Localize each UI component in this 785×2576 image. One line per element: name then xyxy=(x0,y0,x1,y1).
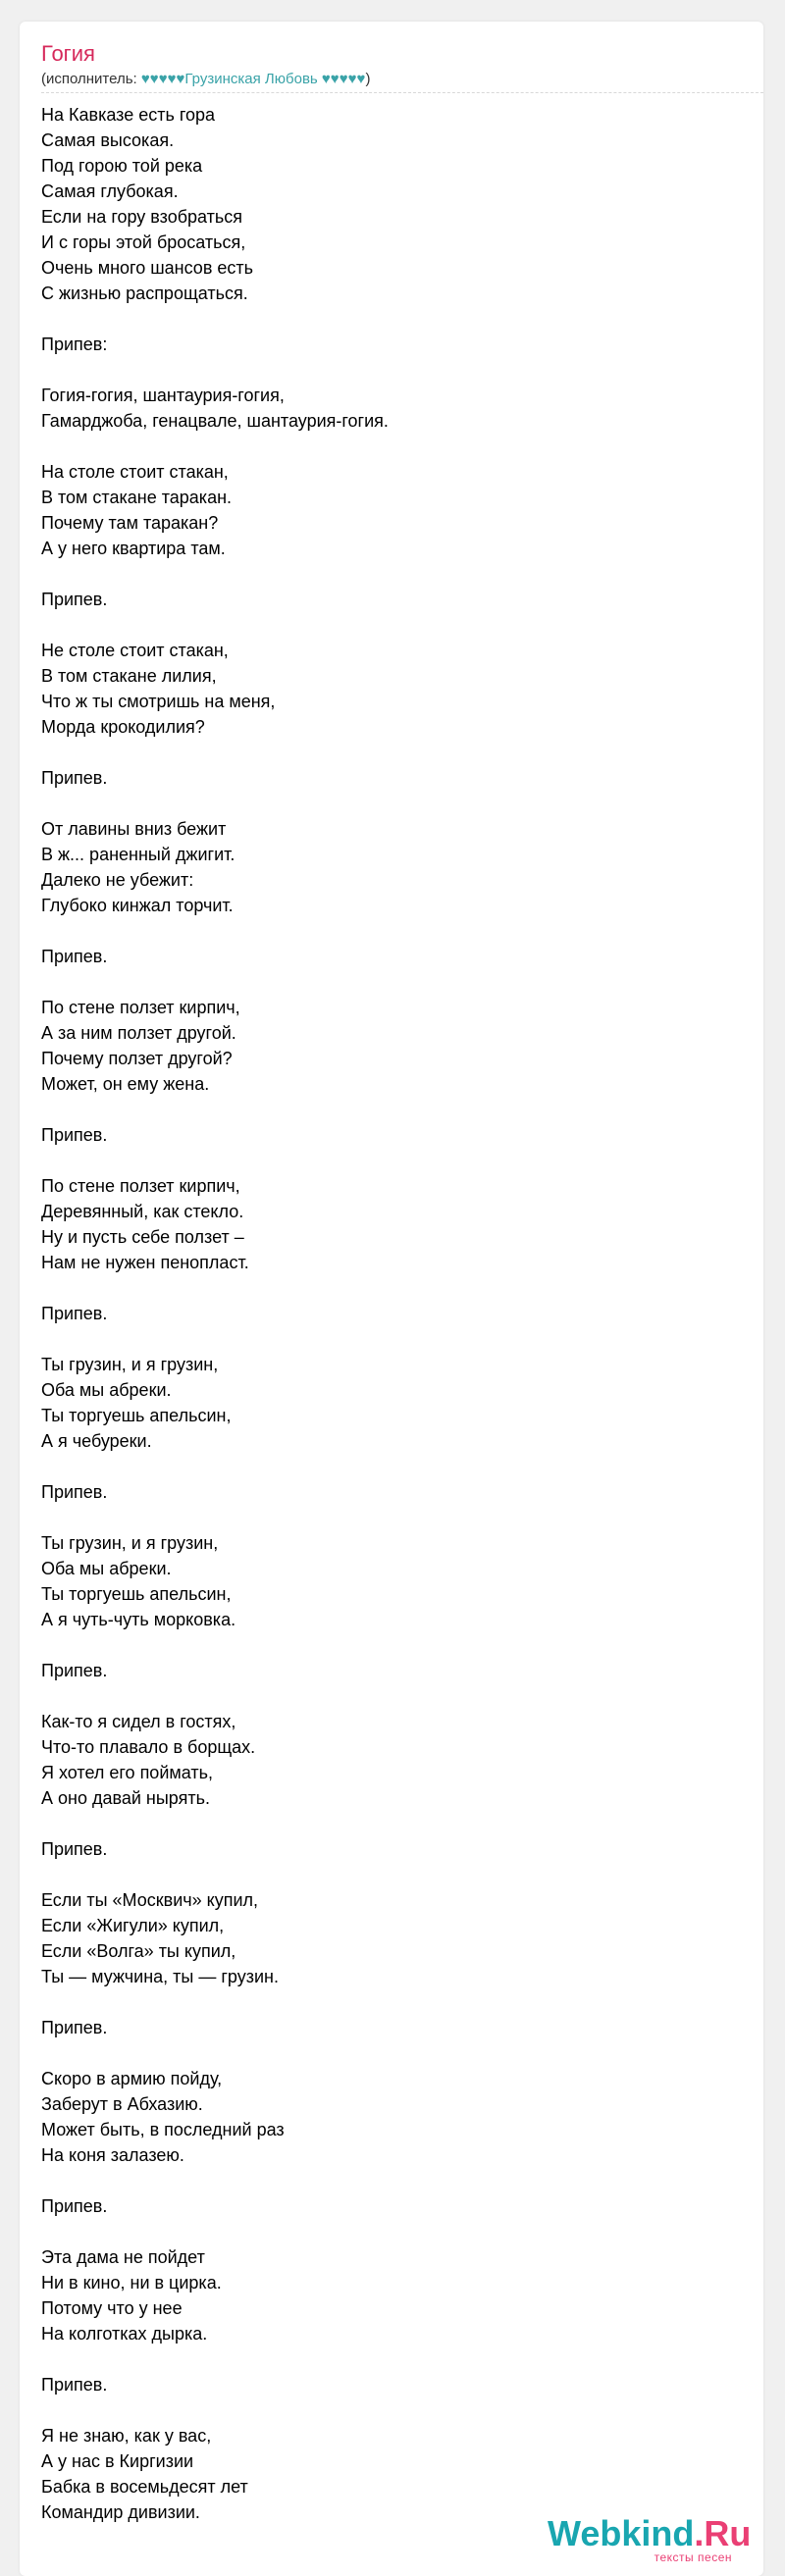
lyric-line xyxy=(41,1505,748,1530)
lyric-line: Не столе стоит стакан, xyxy=(41,641,229,660)
lyric-line: Припев. xyxy=(41,2375,108,2395)
lyric-line: Припев. xyxy=(41,1482,108,1502)
lyric-line xyxy=(41,612,748,638)
lyric-line: Гогия-гогия, шантаурия-гогия, xyxy=(41,386,285,405)
lyric-line: А оно давай нырять. xyxy=(41,1788,210,1808)
lyric-line: Как-то я сидел в гостях, xyxy=(41,1712,236,1731)
lyric-line: Глубоко кинжал торчит. xyxy=(41,896,234,915)
lyric-line: Почему там таракан? xyxy=(41,513,219,533)
lyric-line: Припев. xyxy=(41,1125,108,1145)
lyric-line xyxy=(41,791,748,816)
logo-tagline: тексты песен xyxy=(654,2550,732,2564)
lyric-line: Под горою той река xyxy=(41,156,203,176)
lyric-line: Заберут в Абхазию. xyxy=(41,2094,203,2114)
lyric-line: Я не знаю, как у вас, xyxy=(41,2426,212,2446)
logo-tld: .Ru xyxy=(694,2513,752,2553)
lyric-line: Припев: xyxy=(41,335,108,354)
lyric-line xyxy=(41,1148,748,1173)
lyric-line xyxy=(41,357,748,383)
logo-wordmark xyxy=(548,2513,752,2553)
artist-line xyxy=(41,71,370,87)
lyric-line: На колготках дырка. xyxy=(41,2324,208,2344)
lyric-line: Далеко не убежит: xyxy=(41,870,194,890)
lyric-line: Морда крокодилия? xyxy=(41,717,205,737)
lyric-line xyxy=(41,2346,748,2372)
lyric-line: А за ним ползет другой. xyxy=(41,1023,236,1043)
lyric-line: В ж... раненный джигит. xyxy=(41,845,236,864)
lyric-line: Может быть, в последний раз xyxy=(41,2120,285,2139)
lyric-line: Может, он ему жена. xyxy=(41,1074,210,1094)
lyric-line: Припев. xyxy=(41,2018,108,2037)
lyric-line: Если «Жигули» купил, xyxy=(41,1916,225,1935)
lyric-line xyxy=(41,740,748,765)
lyric-line: Скоро в армию пойду, xyxy=(41,2069,223,2088)
lyric-line xyxy=(41,1862,748,1887)
lyric-line: А я чуть-чуть морковка. xyxy=(41,1610,236,1629)
artist-prefix: (исполнитель: xyxy=(41,71,141,87)
lyric-line: Потому что у нее xyxy=(41,2298,183,2318)
lyric-line xyxy=(41,2397,748,2423)
webkind-logo[interactable] xyxy=(548,2513,752,2570)
lyric-line: На Кавказе есть гора xyxy=(41,105,216,125)
lyric-line xyxy=(41,306,748,332)
lyric-line xyxy=(41,561,748,587)
artist-link[interactable]: ♥♥♥♥♥Грузинская Любовь ♥♥♥♥♥ xyxy=(140,71,366,87)
lyric-line: Самая высокая. xyxy=(41,130,175,150)
lyric-line: Оба мы абреки. xyxy=(41,1380,172,1400)
lyric-line: Нам не нужен пенопласт. xyxy=(41,1253,249,1272)
lyric-line: С жизнью распрощаться. xyxy=(41,283,248,303)
lyric-line: А у нас в Киргизии xyxy=(41,2451,194,2471)
lyric-line xyxy=(41,969,748,995)
lyric-line: Ты торгуешь апельсин, xyxy=(41,1406,232,1425)
lyric-line: На коня залазею. xyxy=(41,2145,184,2165)
lyric-line xyxy=(41,2168,748,2193)
lyric-line: Командир дивизии. xyxy=(41,2502,200,2522)
lyric-line: В том стакане таракан. xyxy=(41,488,233,507)
lyric-line xyxy=(41,2040,748,2066)
lyric-line: Почему ползет другой? xyxy=(41,1049,233,1068)
lyric-line: Припев. xyxy=(41,947,108,966)
lyric-line xyxy=(41,2219,748,2244)
lyric-line: Если на гору взобраться xyxy=(41,207,243,227)
lyric-line: Припев. xyxy=(41,1839,108,1859)
lyric-line: Припев. xyxy=(41,768,108,788)
lyric-line: Если ты «Москвич» купил, xyxy=(41,1890,259,1910)
lyric-line: Припев. xyxy=(41,1661,108,1680)
lyric-line: А я чебуреки. xyxy=(41,1431,152,1451)
lyric-line xyxy=(41,1454,748,1479)
lyric-line: Эта дама не пойдет xyxy=(41,2247,205,2267)
lyric-line: Ты торгуешь апельсин, xyxy=(41,1584,232,1604)
lyric-line: И с горы этой бросаться, xyxy=(41,232,246,252)
lyrics-text xyxy=(41,102,748,2525)
lyric-line: Если «Волга» ты купил, xyxy=(41,1941,236,1961)
lyric-line xyxy=(41,1097,748,1122)
lyric-line: Деревянный, как стекло. xyxy=(41,1202,244,1221)
header-divider xyxy=(41,92,763,93)
lyric-line: От лавины вниз бежит xyxy=(41,819,227,839)
lyric-line: Что ж ты смотришь на меня, xyxy=(41,692,276,711)
logo-brand: Webkind xyxy=(548,2513,695,2553)
lyric-line xyxy=(41,1275,748,1301)
lyric-line: Что-то плавало в борщах. xyxy=(41,1737,256,1757)
lyric-line: Бабка в восемьдесят лет xyxy=(41,2477,248,2497)
lyric-line xyxy=(41,918,748,944)
lyric-line: Ни в кино, ни в цирка. xyxy=(41,2273,222,2293)
lyric-line: Ты грузин, и я грузин, xyxy=(41,1533,219,1553)
lyric-line: На столе стоит стакан, xyxy=(41,462,229,482)
lyric-line xyxy=(41,1326,748,1352)
lyric-line: В том стакане лилия, xyxy=(41,666,217,686)
lyric-line: Я хотел его поймать, xyxy=(41,1763,213,1782)
lyric-line xyxy=(41,1683,748,1709)
song-title: Гогия xyxy=(41,41,95,66)
lyric-line: Самая глубокая. xyxy=(41,181,179,201)
lyric-line xyxy=(41,1632,748,1658)
lyric-line: Очень много шансов есть xyxy=(41,258,254,278)
lyric-line: По стене ползет кирпич, xyxy=(41,1176,240,1196)
lyric-line: Припев. xyxy=(41,2196,108,2216)
artist-suffix: ) xyxy=(365,71,371,87)
lyric-line: Ну и пусть себе ползет – xyxy=(41,1227,244,1247)
lyric-line: По стене ползет кирпич, xyxy=(41,998,240,1017)
lyric-line: Припев. xyxy=(41,590,108,609)
lyric-line: Ты грузин, и я грузин, xyxy=(41,1355,219,1374)
lyric-line xyxy=(41,434,748,459)
lyric-line: А у него квартира там. xyxy=(41,539,226,558)
lyric-line: Ты — мужчина, ты — грузин. xyxy=(41,1967,279,1986)
lyric-line: Припев. xyxy=(41,1304,108,1323)
lyric-line: Гамарджоба, генацвале, шантаурия-гогия. xyxy=(41,411,389,431)
lyric-line xyxy=(41,1811,748,1836)
lyric-line xyxy=(41,1989,748,2015)
lyric-line: Оба мы абреки. xyxy=(41,1559,172,1578)
lyrics-card xyxy=(20,22,763,2576)
